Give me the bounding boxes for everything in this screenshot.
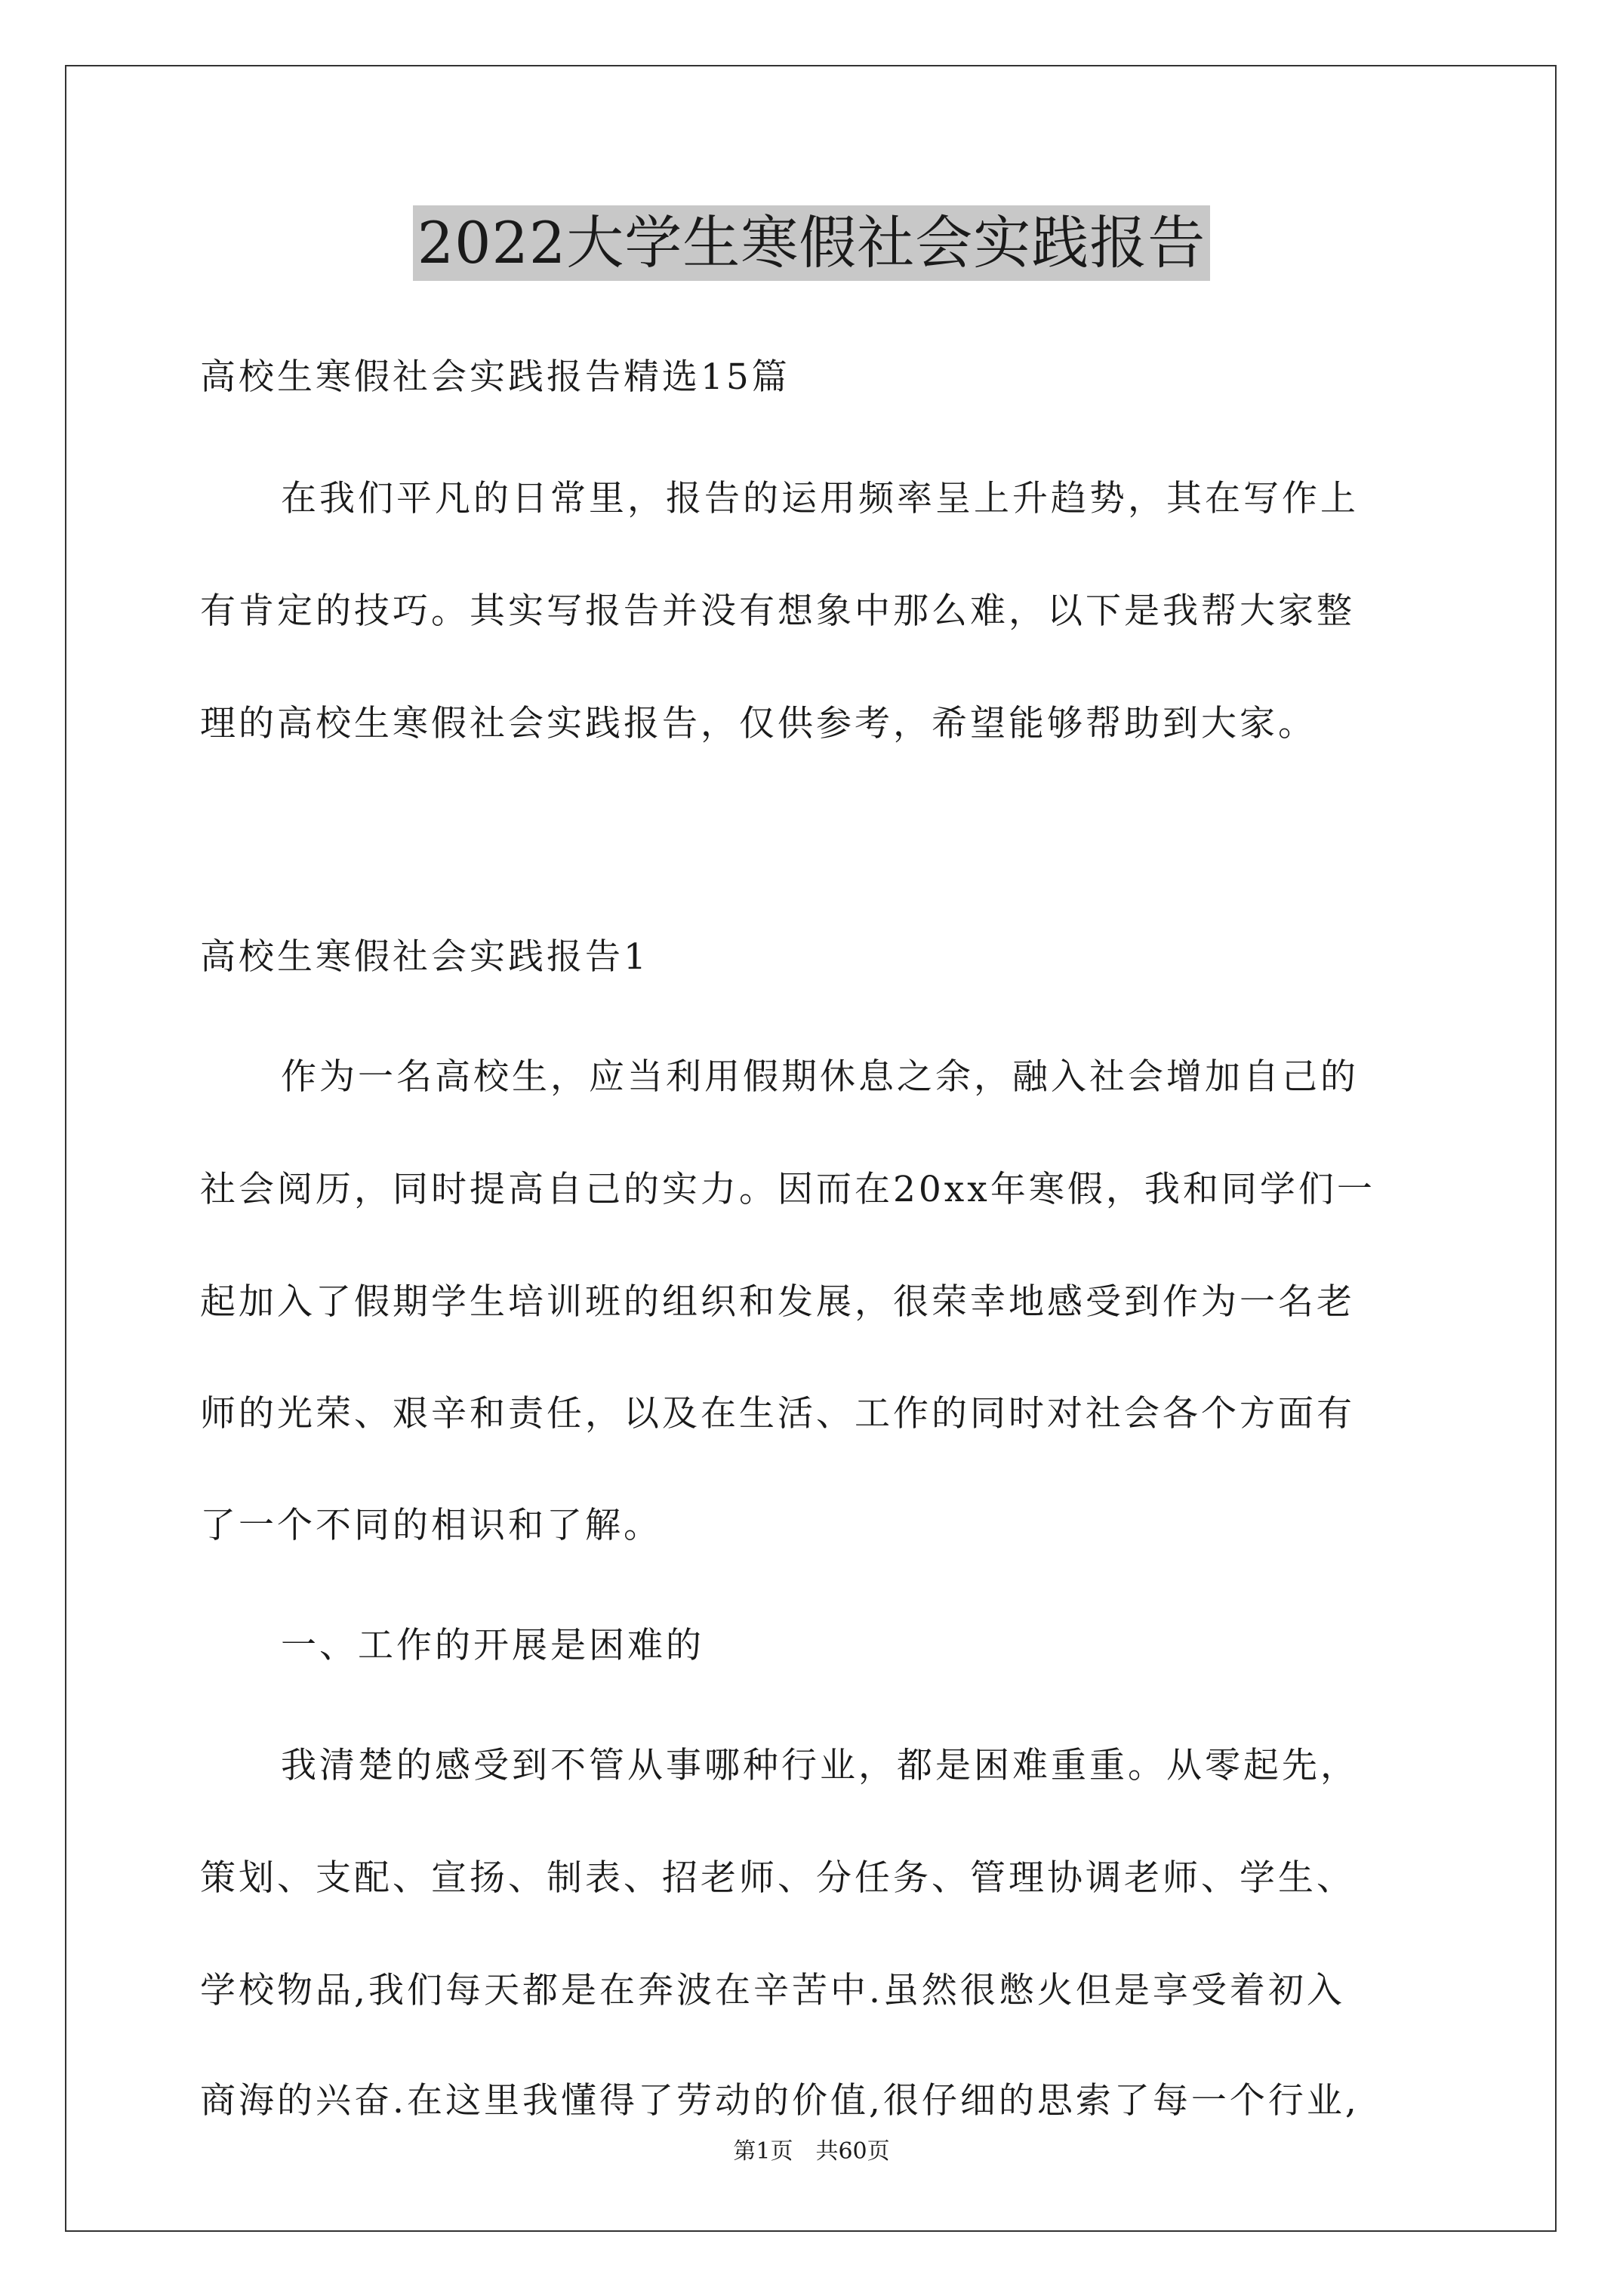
document-title: 2022大学生寒假社会实践报告 [413, 205, 1210, 281]
paragraph1-line-5: 了一个不同的相识和了解。 [200, 1505, 662, 1546]
intro-line-2: 有肯定的技巧。其实写报告并没有想象中那么难，以下是我帮大家整 [200, 590, 1355, 632]
document-subtitle: 高校生寒假社会实践报告精选15篇 [200, 356, 790, 398]
title-container [0, 205, 1623, 281]
paragraph1-line-2: 社会阅历，同时提高自己的实力。因而在20xx年寒假，我和同学们一 [200, 1169, 1375, 1210]
paragraph1-line-4: 师的光荣、艰辛和责任，以及在生活、工作的同时对社会各个方面有 [200, 1393, 1355, 1435]
intro-line-3: 理的高校生寒假社会实践报告，仅供参考，希望能够帮助到大家。 [200, 703, 1317, 744]
paragraph1-line-1: 作为一名高校生，应当利用假期休息之余，融入社会增加自己的 [281, 1056, 1359, 1098]
section-heading: 高校生寒假社会实践报告1 [200, 936, 649, 978]
paragraph1-line-3: 起加入了假期学生培训班的组织和发展，很荣幸地感受到作为一名老 [200, 1281, 1355, 1323]
page-footer: 第1页 共60页 [733, 2138, 890, 2165]
paragraph2-line-4: 商海的兴奋.在这里我懂得了劳动的价值,很仔细的思索了每一个行业, [200, 2080, 1360, 2122]
paragraph2-line-3: 学校物品,我们每天都是在奔波在辛苦中.虽然很憋火但是享受着初入 [200, 1970, 1345, 2011]
paragraph2-line-1: 我清楚的感受到不管从事哪种行业，都是困难重重。从零起先， [281, 1745, 1359, 1786]
subheading: 一、工作的开展是困难的 [281, 1625, 704, 1666]
paragraph2-line-2: 策划、支配、宣扬、制表、招老师、分任务、管理协调老师、学生、 [200, 1857, 1355, 1899]
intro-line-1: 在我们平凡的日常里，报告的运用频率呈上升趋势，其在写作上 [281, 478, 1359, 519]
